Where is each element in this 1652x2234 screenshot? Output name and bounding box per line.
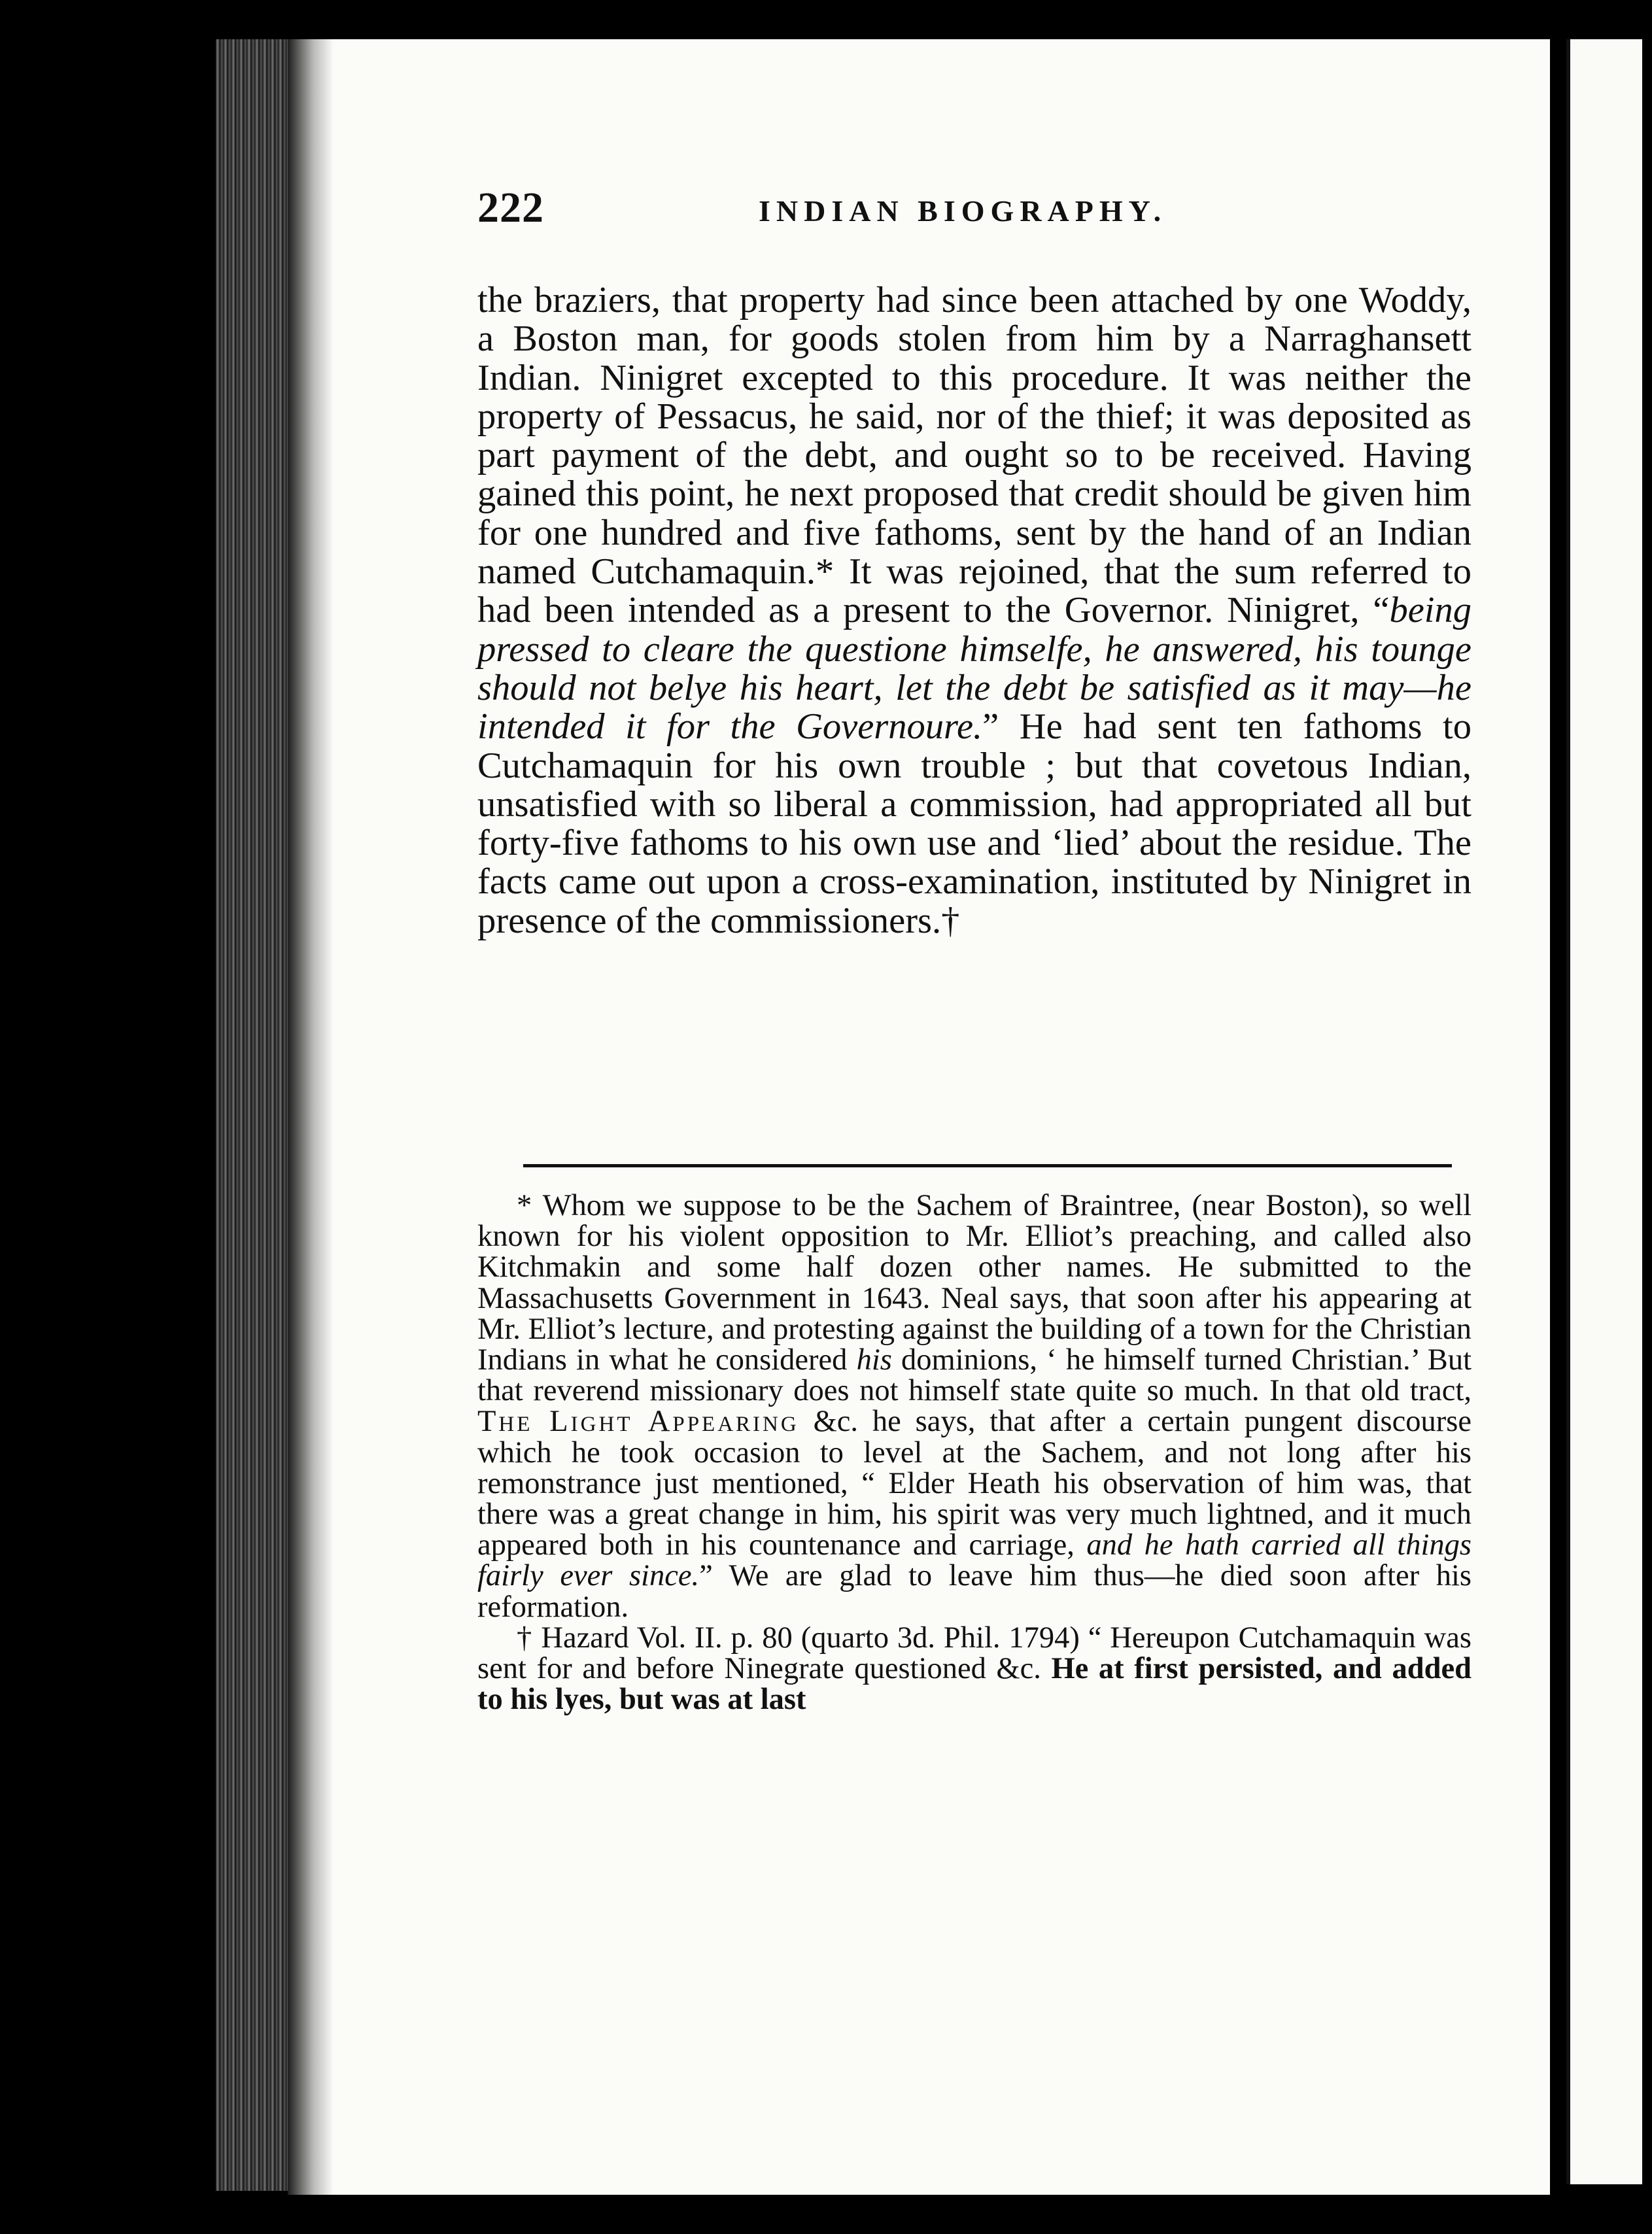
footnote-1-emphasis: his [856, 1343, 892, 1377]
footnotes [477, 1190, 1471, 1715]
footnote-2-bold: He at first persisted, and added to his lyes, but was at last [477, 1652, 1471, 1717]
facing-page-edge [1566, 39, 1642, 2184]
footnote-1-text: * Whom we suppose to be the Sachem of Braintree, (near Boston), so well known for his violent opposition to Mr. Elliot’s preaching, and called also Kitchmakin and some half dozen other names. He submitted to the Massachusetts Government in 1643. Neal says, that soon after his appearing at Mr. Elliot’s lecture, and protesting against the building of a town for the Christian Indians in what he considered [477, 1189, 1472, 1377]
footnote-1-text-3: &c. he says, that after a certain pungent discourse which he took occasion to level at the Sachem, and not long after his remonstrance just mentioned, “ Elder Heath his observation of him was, that there was a great change in him, his spirit was very much lightned, and it much appeared both in his countenance and carriage, [477, 1405, 1471, 1562]
spine-shadow [288, 39, 334, 2195]
page-edges [216, 39, 294, 2191]
footnote-2 [477, 1623, 1471, 1715]
footnote-2-text: † Hazard Vol. II. p. 80 (quarto 3d. Phil. 1794) “ Hereupon Cutchamaquin was sent for and before Ninegrate questioned &c. [477, 1621, 1471, 1686]
body-text-start: the braziers, that property had since been attached by one Woddy, a Boston man, for goods stolen from him by a Narraghansett Indian. Ninigret excepted to this procedure. It was neither the property of Pessacus, he said, nor of the thief; it was deposited as part payment of the debt, and ought so to be received. Having gained this point, he next proposed that credit should be given him for one hundred and five fathoms, sent by the hand of an Indian named Cutchamaquin.* It was rejoined, that the sum referred to had been intended as a present to the Governor. Ninigret, “ [477, 280, 1471, 631]
page-number: 222 [477, 184, 544, 232]
footnote-rule [523, 1164, 1452, 1167]
body-quote: being pressed to cleare the questione himselfe, he answered, his tounge should not belye his heart, let the debt be satisfied as it may—he intended it for the Governoure. [477, 590, 1471, 748]
footnote-1-text-2: dominions, ‘ he himself turned Christian.’ But that reverend missionary does not himself state quite so much. In that old tract, [477, 1343, 1471, 1408]
footnote-1-text-4: ” We are glad to leave him thus—he died soon after his reformation. [477, 1559, 1471, 1624]
book-page [288, 39, 1550, 2195]
running-head: INDIAN BIOGRAPHY. [759, 194, 1167, 228]
page-header [477, 183, 1471, 262]
tract-title: The Light Appearing [477, 1405, 799, 1439]
body-text-end: ” He had sent ten fathoms to Cutchamaquin for his own trouble ; but that covetous Indian, unsatisfied with so liberal a commission, had appropriated all but forty-five fathoms to his own use and ‘lied’ about the residue. The facts came out upon a cross-examination, instituted by Ninigret in presence of the commissioners.† [477, 706, 1472, 941]
body-paragraph [477, 281, 1471, 940]
footnote-1-quote: and he hath carried all things fairly ever since. [477, 1528, 1471, 1593]
footnote-1 [477, 1190, 1471, 1623]
